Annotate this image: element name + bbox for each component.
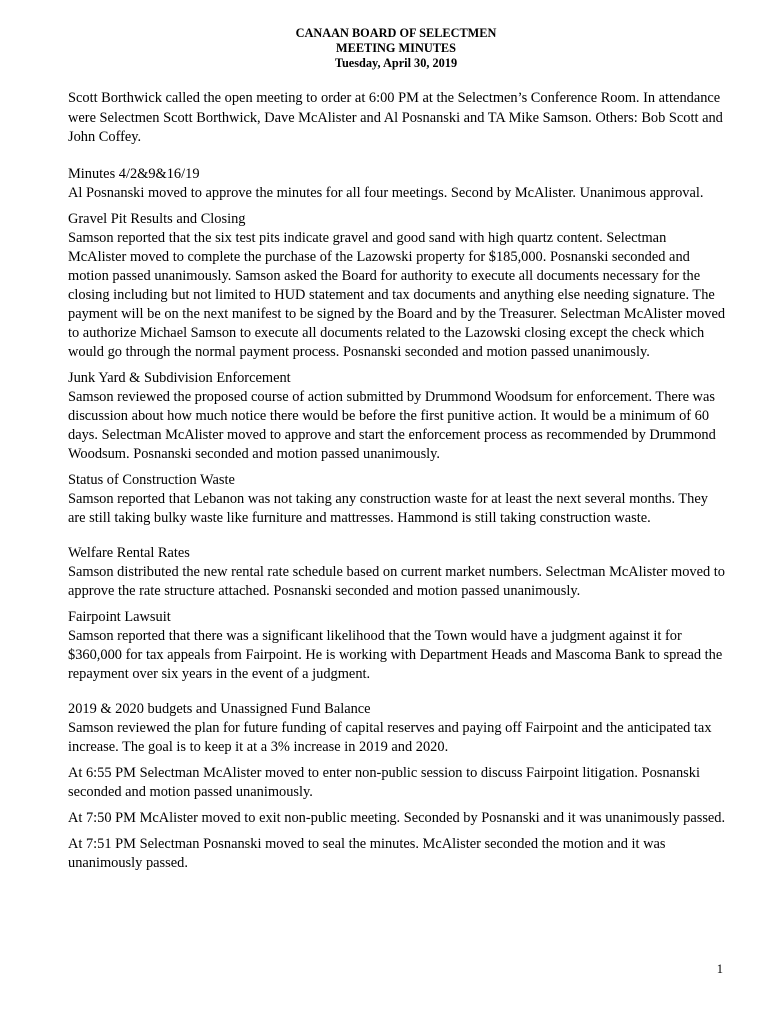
section-body: Samson distributed the new rental rate schedule based on current market numbers. Selectman McAlister moved to approve the rate structure attached. Posnanski seconded and motion passed unanimously. [68,563,725,599]
section-heading: Fairpoint Lawsuit [68,608,171,625]
section-body: Samson reported that there was a significant likelihood that the Town would have a judgment against it for $360,000 for tax appeals from Fairpoint. He is working with Department Heads and Mascoma Bank to spread the repayment over six years in the event of a judgment. [68,627,723,682]
section-gravel-pit [68,210,728,362]
section-body: Al Posnanski moved to approve the minutes for all four meetings. Second by McAlister. Unanimous approval. [68,184,704,201]
closing-paragraph-seal-minutes: At 7:51 PM Selectman Posnanski moved to seal the minutes. McAlister seconded the motion and it was unanimously passed. [68,835,666,871]
section-body: Samson reported that Lebanon was not taking any construction waste for at least the next several months. They are still taking bulky waste like furniture and mattresses. Hammond is still taking construction waste. [68,490,708,526]
header-meeting-date: Tuesday, April 30, 2019 [334,56,458,70]
section-heading: Gravel Pit Results and Closing [68,210,246,227]
closing-paragraph-nonpublic-enter: At 6:55 PM Selectman McAlister moved to enter non-public session to discuss Fairpoint litigation. Posnanski seconded and motion passed unanimously. [68,764,700,800]
section-budgets [68,700,728,757]
closing-paragraph-nonpublic-exit: At 7:50 PM McAlister moved to exit non-public meeting. Seconded by Posnanski and it was unanimously passed. [68,809,726,826]
section-welfare-rental-rates [68,544,728,601]
intro-paragraph: Scott Borthwick called the open meeting to order at 6:00 PM at the Selectmen’s Conference Room. In attendance were Selectmen Scott Borthwick, Dave McAlister and Al Posnanski and TA Mike Samson. Others: Bob Scott and John Coffey. [68,90,723,145]
header-document-type: MEETING MINUTES [336,41,456,55]
header-board-name: CANAAN BOARD OF SELECTMEN [295,26,497,40]
section-construction-waste [68,471,728,528]
page-number: 1 [716,962,723,976]
document-page [68,26,728,873]
section-body: Samson reported that the six test pits indicate gravel and good sand with high quartz content. Selectman McAlister moved to complete the purchase of the Lazowski property for $185,000. Posnanski seconded and motion passed unanimously. Samson asked the Board for authority to execute all documents necessary for the closing including but not limited to HUD statement and tax documents and anything else needing signature. The payment will be on the next manifest to be signed by the Board and by the Treasurer. Selectman McAlister moved to authorize Michael Samson to execute all documents related to the Lazowski closing except the check which would go through the normal payment process. Posnanski seconded and motion passed unanimously. [68,229,726,360]
section-fairpoint-lawsuit [68,608,728,684]
section-body: Samson reviewed the plan for future funding of capital reserves and paying off Fairpoint and the anticipated tax increase. The goal is to keep it at a 3% increase in 2019 and 2020. [68,719,712,755]
section-heading: Minutes 4/2&9&16/19 [68,165,200,182]
document-header [64,26,728,71]
section-heading: Junk Yard & Subdivision Enforcement [68,369,291,386]
section-heading: Status of Construction Waste [68,471,235,488]
section-body: Samson reviewed the proposed course of action submitted by Drummond Woodsum for enforcement. There was discussion about how much notice there would be before the first punitive action. It would be a minimum of 60 days. Selectman McAlister moved to approve and start the enforcement process as recommended by Drummond Woodsum. Posnanski seconded and motion passed unanimously. [68,388,716,462]
section-heading: 2019 & 2020 budgets and Unassigned Fund Balance [68,700,371,717]
section-junk-yard [68,369,728,464]
section-minutes [68,165,728,203]
section-heading: Welfare Rental Rates [68,544,190,561]
